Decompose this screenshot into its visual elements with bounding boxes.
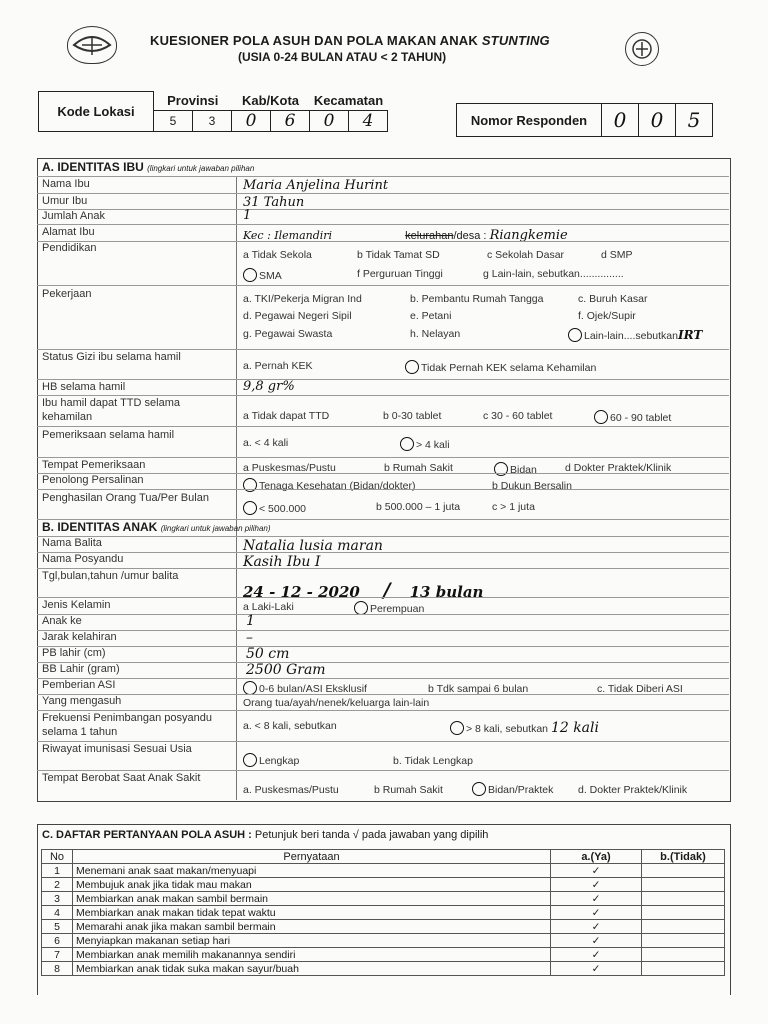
selection-circle-icon: [243, 501, 257, 515]
section-a-title: A. IDENTITAS IBU (lingkari untuk jawaban pilihan: [42, 160, 255, 174]
col-no-header: No: [42, 850, 73, 864]
pekerjaan-option[interactable]: h. Nelayan: [410, 328, 461, 340]
berobat-option-selected[interactable]: Bidan/Praktek: [472, 782, 553, 796]
pekerjaan-option[interactable]: e. Petani: [410, 310, 452, 322]
ya-checkmark-icon[interactable]: ✓: [551, 934, 642, 948]
nama-posyandu-label: Nama Posyandu: [42, 553, 124, 565]
pendidikan-option-selected[interactable]: SMA: [243, 268, 282, 282]
hb-label: HB selama hamil: [42, 381, 126, 393]
gizi-option[interactable]: a. Pernah KEK: [243, 360, 313, 372]
provinsi-digit[interactable]: 5: [154, 110, 193, 131]
form-title: KUESIONER POLA ASUH DAN POLA MAKAN ANAK STUNTING: [150, 33, 550, 48]
pemeriksaan-option-selected[interactable]: > 4 kali: [400, 437, 450, 451]
tempat-option[interactable]: d Dokter Praktek/Klinik: [565, 462, 672, 474]
pendidikan-option[interactable]: c Sekolah Dasar: [487, 249, 565, 261]
pb-lahir-label: PB lahir (cm): [42, 647, 106, 659]
section-b-title: B. IDENTITAS ANAK (lingkari untuk jawaban pilihan): [42, 520, 271, 534]
penolong-option[interactable]: b Dukun Bersalin: [492, 480, 572, 492]
nama-ibu-value[interactable]: Maria Anjelina Hurint: [243, 178, 389, 193]
tempat-pemeriksaan-label: Tempat Pemeriksaan: [42, 459, 146, 471]
hb-value[interactable]: 9,8 gr%: [243, 379, 295, 394]
selection-circle-icon: [243, 268, 257, 282]
frekuensi-option-selected[interactable]: > 8 kali, sebutkan 12 kali: [450, 720, 599, 736]
jenis-kelamin-label: Jenis Kelamin: [42, 599, 111, 611]
penghasilan-option-selected[interactable]: < 500.000: [243, 501, 306, 515]
pekerjaan-option-selected[interactable]: Lain-lain....sebutkanIRT: [568, 328, 702, 342]
jarak-kelahiran-label: Jarak kelahiran: [42, 631, 117, 643]
pemberian-asi-label: Pemberian ASI: [42, 679, 116, 691]
respondent-number-table: [456, 103, 713, 137]
selection-circle-icon: [354, 601, 368, 615]
responden-digit[interactable]: 0: [602, 104, 639, 137]
frekuensi-option[interactable]: a. < 8 kali, sebutkan: [243, 720, 337, 732]
pekerjaan-option[interactable]: b. Pembantu Rumah Tangga: [410, 293, 544, 305]
selection-circle-icon: [568, 328, 582, 342]
mengasuh-option[interactable]: Orang tua/ayah/nenek/keluarga lain-lain: [243, 697, 430, 709]
yang-mengasuh-label: Yang mengasuh: [42, 695, 122, 707]
tempat-option[interactable]: a Puskesmas/Pustu: [243, 462, 336, 474]
tidak-cell[interactable]: [642, 892, 725, 906]
table-row: 8 Membiarkan anak tidak suka makan sayur/buah ✓: [42, 962, 725, 976]
table-row: 7 Membiarkan anak memilih makanannya sendiri ✓: [42, 948, 725, 962]
asi-option-selected[interactable]: 0-6 bulan/ASI Eksklusif: [243, 681, 367, 695]
ttd-label: Ibu hamil dapat TTD selama kehamilan: [42, 397, 180, 423]
tgl-lahir-label: Tgl,bulan,tahun /umur balita: [42, 570, 179, 582]
umur-ibu-value[interactable]: 31 Tahun: [243, 195, 305, 210]
anak-ke-label: Anak ke: [42, 615, 82, 627]
anak-ke-value[interactable]: 1: [246, 613, 255, 629]
tidak-cell[interactable]: [642, 948, 725, 962]
imunisasi-label: Riwayat imunisasi Sesuai Usia: [42, 743, 192, 755]
ya-checkmark-icon[interactable]: ✓: [551, 906, 642, 920]
tidak-cell[interactable]: [642, 906, 725, 920]
tidak-cell[interactable]: [642, 878, 725, 892]
responden-digit[interactable]: 0: [639, 104, 676, 137]
left-emblem-logo: [67, 26, 117, 64]
nama-balita-value[interactable]: Natalia lusia maran: [243, 538, 383, 554]
gizi-option-selected[interactable]: Tidak Pernah KEK selama Kehamilan: [405, 360, 596, 374]
pekerjaan-label: Pekerjaan: [42, 288, 92, 300]
pekerjaan-option[interactable]: a. TKI/Pekerja Migran Ind: [243, 293, 362, 305]
pemeriksaan-option[interactable]: a. < 4 kali: [243, 437, 289, 449]
bb-lahir-label: BB Lahir (gram): [42, 663, 120, 675]
tidak-cell[interactable]: [642, 864, 725, 878]
ttd-option[interactable]: b 0-30 tablet: [383, 410, 442, 422]
nomor-responden-label: Nomor Responden: [457, 104, 602, 137]
table-row: 1 Menemani anak saat makan/menyuapi ✓: [42, 864, 725, 878]
kode-lokasi-label: Kode Lokasi: [39, 92, 154, 132]
col-tidak-header: b.(Tidak): [642, 850, 725, 864]
ya-checkmark-icon[interactable]: ✓: [551, 878, 642, 892]
pendidikan-option[interactable]: g Lain-lain, sebutkan...............: [483, 268, 624, 280]
ya-checkmark-icon[interactable]: ✓: [551, 864, 642, 878]
pekerjaan-option[interactable]: g. Pegawai Swasta: [243, 328, 333, 340]
nama-ibu-label: Nama Ibu: [42, 178, 90, 190]
eagle-emblem-icon: [68, 27, 116, 63]
selection-circle-icon: [400, 437, 414, 451]
imunisasi-option[interactable]: b. Tidak Lengkap: [393, 755, 473, 767]
jenis-kelamin-option[interactable]: a Laki-Laki: [243, 601, 294, 613]
asi-option[interactable]: b Tdk sampai 6 bulan: [428, 683, 529, 695]
nama-posyandu-value[interactable]: Kasih Ibu I: [243, 554, 321, 570]
jenis-kelamin-option-selected[interactable]: Perempuan: [354, 601, 424, 615]
selection-circle-icon: [450, 721, 464, 735]
pendidikan-option[interactable]: f Perguruan Tinggi: [357, 268, 443, 280]
kec-digit[interactable]: 0: [310, 110, 349, 131]
ttd-option[interactable]: a Tidak dapat TTD: [243, 410, 330, 422]
table-row: 6 Menyiapkan makanan setiap hari ✓: [42, 934, 725, 948]
selection-circle-icon: [472, 782, 486, 796]
selection-circle-icon: [594, 410, 608, 424]
tidak-cell[interactable]: [642, 920, 725, 934]
ttd-option[interactable]: c 30 - 60 tablet: [483, 410, 553, 422]
section-c-title: C. DAFTAR PERTANYAAN POLA ASUH : Petunjuk beri tanda √ pada jawaban yang dipilih: [42, 829, 489, 841]
jumlah-anak-label: Jumlah Anak: [42, 210, 105, 222]
form-subtitle: (USIA 0-24 BULAN ATAU < 2 TAHUN): [238, 50, 447, 64]
nama-balita-label: Nama Balita: [42, 537, 102, 549]
location-code-table: [38, 91, 388, 132]
kab-digit[interactable]: 0: [232, 110, 271, 131]
table-row: 5 Memarahi anak jika makan sambil bermain ✓: [42, 920, 725, 934]
ya-checkmark-icon[interactable]: ✓: [551, 892, 642, 906]
alamat-ibu-label: Alamat Ibu: [42, 226, 95, 238]
penghasilan-option[interactable]: c > 1 juta: [492, 501, 535, 513]
pekerjaan-option[interactable]: f. Ojek/Supir: [578, 310, 636, 322]
penghasilan-option[interactable]: b 500.000 – 1 juta: [376, 501, 461, 513]
berobat-option[interactable]: b Rumah Sakit: [374, 784, 443, 796]
penolong-option-selected[interactable]: Tenaga Kesehatan (Bidan/dokter): [243, 478, 415, 492]
col-ya-header: a.(Ya): [551, 850, 642, 864]
kecamatan-label: Kecamatan: [313, 93, 384, 108]
berobat-option[interactable]: a. Puskesmas/Pustu: [243, 784, 339, 796]
pemeriksaan-label: Pemeriksaan selama hamil: [42, 429, 175, 441]
right-emblem-logo: [625, 32, 659, 66]
jarak-kelahiran-value[interactable]: –: [246, 630, 253, 646]
alamat-ibu-value[interactable]: Kec : Ilemandiri kelurahan/desa : Riangkemie: [243, 228, 568, 243]
col-pernyataan-header: Pernyataan: [73, 850, 551, 864]
responden-digit[interactable]: 5: [676, 104, 713, 137]
ya-checkmark-icon[interactable]: ✓: [551, 948, 642, 962]
pendidikan-label: Pendidikan: [42, 242, 97, 254]
tidak-cell[interactable]: [642, 962, 725, 976]
status-gizi-label: Status Gizi ibu selama hamil: [42, 351, 181, 363]
umur-ibu-label: Umur Ibu: [42, 195, 88, 207]
kab-digit[interactable]: 6: [271, 110, 310, 131]
berobat-option[interactable]: d. Dokter Praktek/Klinik: [578, 784, 688, 796]
pekerjaan-option[interactable]: c. Buruh Kasar: [578, 293, 648, 305]
tidak-cell[interactable]: [642, 934, 725, 948]
imunisasi-option-selected[interactable]: Lengkap: [243, 753, 299, 767]
crest-icon: [626, 33, 658, 65]
penolong-label: Penolong Persalinan: [42, 474, 144, 486]
selection-circle-icon: [405, 360, 419, 374]
pendidikan-option[interactable]: d SMP: [601, 249, 633, 261]
selection-circle-icon: [243, 681, 257, 695]
provinsi-label: Provinsi: [167, 93, 219, 108]
pola-asuh-question-table: [41, 849, 725, 976]
asi-option[interactable]: c. Tidak Diberi ASI: [597, 683, 683, 695]
ya-checkmark-icon[interactable]: ✓: [551, 962, 642, 976]
pb-lahir-value[interactable]: 50 cm: [246, 646, 290, 662]
tempat-berobat-label: Tempat Berobat Saat Anak Sakit: [42, 772, 201, 784]
tempat-option[interactable]: b Rumah Sakit: [384, 462, 453, 474]
pekerjaan-option[interactable]: d. Pegawai Negeri Sipil: [243, 310, 352, 322]
jumlah-anak-value[interactable]: 1: [243, 208, 252, 223]
tgl-lahir-value[interactable]: 24 - 12 - 2020 / 13 bulan: [243, 578, 484, 602]
provinsi-digit[interactable]: 3: [193, 110, 232, 131]
table-row: 3 Membiarkan anak makan sambil bermain ✓: [42, 892, 725, 906]
kab-kota-label: Kab/Kota: [241, 93, 300, 108]
label-column-divider: [236, 176, 237, 800]
bb-lahir-value[interactable]: 2500 Gram: [246, 662, 326, 678]
frekuensi-label: Frekuensi Penimbangan posyandu selama 1 tahun: [42, 712, 213, 738]
tempat-option-selected[interactable]: Bidan: [494, 462, 537, 476]
penghasilan-label: Penghasilan Orang Tua/Per Bulan: [42, 492, 209, 504]
kec-digit[interactable]: 4: [349, 110, 388, 131]
table-row: 2 Membujuk anak jika tidak mau makan ✓: [42, 878, 725, 892]
pendidikan-option[interactable]: b Tidak Tamat SD: [357, 249, 440, 261]
pendidikan-option[interactable]: a Tidak Sekola: [243, 249, 312, 261]
ttd-option-selected[interactable]: 60 - 90 tablet: [594, 410, 671, 424]
ya-checkmark-icon[interactable]: ✓: [551, 920, 642, 934]
selection-circle-icon: [243, 753, 257, 767]
table-row: 4 Membiarkan anak makan tidak tepat waktu ✓: [42, 906, 725, 920]
